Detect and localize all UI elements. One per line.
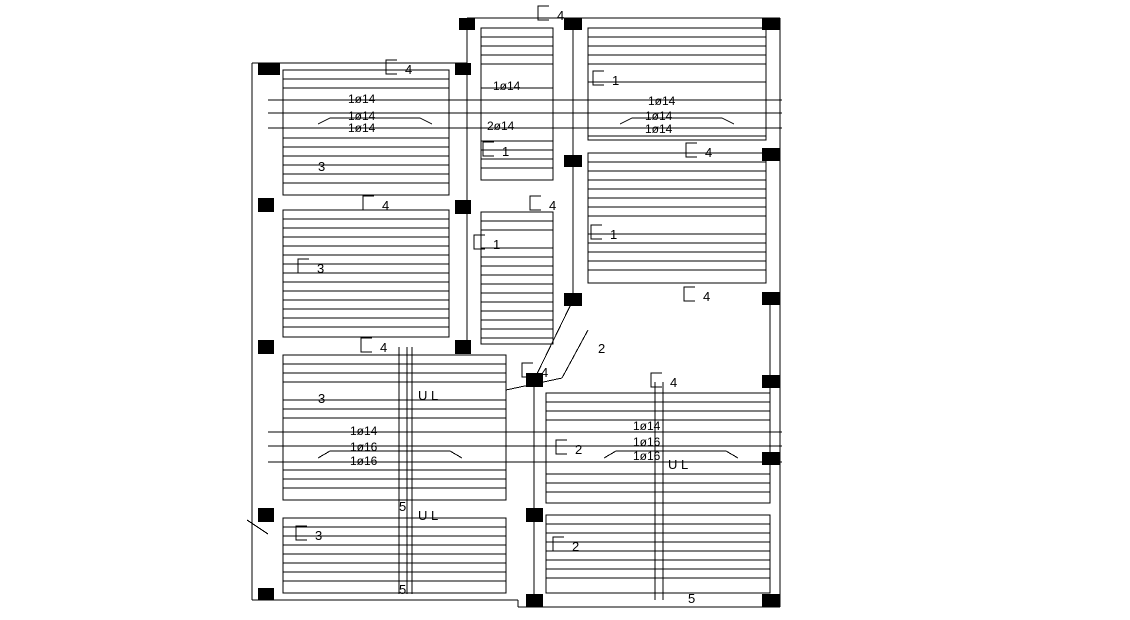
mark-tag: 4 xyxy=(705,145,713,160)
bar-callout: 1ø14 xyxy=(493,79,521,93)
slab-panel-5 xyxy=(481,28,553,180)
column-node xyxy=(762,375,780,388)
slab-panel-2-hatch xyxy=(283,219,449,327)
column-node xyxy=(762,148,780,161)
column-node xyxy=(564,155,582,167)
bar-callout: 1ø14 xyxy=(350,424,378,438)
column-node xyxy=(455,200,471,214)
mark-tag: 4 xyxy=(670,375,678,390)
stirrup-mark: U L xyxy=(418,508,439,523)
bar-callout: 1ø14 xyxy=(633,419,661,433)
slab-panel-8-hatch xyxy=(588,162,766,270)
column-node xyxy=(762,18,780,30)
column-node xyxy=(459,18,475,30)
mark-tag: 3 xyxy=(317,261,325,276)
column-node xyxy=(455,63,471,75)
mark-tag: 3 xyxy=(318,391,326,406)
slab-panel-10-hatch xyxy=(546,524,770,578)
bar-callout: 2ø14 xyxy=(487,119,515,133)
column-node xyxy=(762,292,780,305)
mark-tag: 3 xyxy=(315,528,323,543)
mark-tag: 2 xyxy=(598,341,606,356)
mark-tag: 4 xyxy=(541,365,549,380)
mark-tag: 3 xyxy=(318,159,326,174)
column-node xyxy=(762,594,780,607)
column-node xyxy=(564,18,582,30)
column-node xyxy=(258,588,274,600)
bar-callout: 1ø14 xyxy=(348,121,376,135)
column-nodes xyxy=(258,18,780,607)
mark-tag: 4 xyxy=(703,289,711,304)
mark-tag: 4 xyxy=(557,8,565,23)
mark-tag: 5 xyxy=(688,591,696,606)
mark-tag: 4 xyxy=(382,198,390,213)
column-node xyxy=(258,508,274,522)
column-node xyxy=(258,340,274,354)
mark-tag: 5 xyxy=(399,499,407,514)
slab-panel-3-hatch xyxy=(283,364,506,488)
diagonal-brace-c xyxy=(562,330,588,378)
column-node xyxy=(455,340,471,354)
rebar-hook-top-right xyxy=(620,118,734,124)
mark-tag: 1 xyxy=(493,237,501,252)
diagonal-tick-lower-left xyxy=(247,520,268,534)
mark-tag: 1 xyxy=(610,227,618,242)
column-node xyxy=(258,198,274,212)
bar-callout: 1ø16 xyxy=(633,449,661,463)
mark-tag: 4 xyxy=(549,198,557,213)
bar-callout: 1ø14 xyxy=(348,92,376,106)
stirrup-mark: U L xyxy=(668,457,689,472)
column-node xyxy=(258,63,280,75)
mark-tag: 2 xyxy=(575,442,583,457)
slab-panel-6-hatch xyxy=(481,221,553,338)
slab-panel-6 xyxy=(481,212,553,344)
slab-panel-8 xyxy=(588,153,766,283)
stirrup-mark: U L xyxy=(418,388,439,403)
column-node xyxy=(526,508,543,522)
bar-callout: 1ø14 xyxy=(645,109,673,123)
mark-tag: 1 xyxy=(502,144,510,159)
mark-tag: 2 xyxy=(572,539,580,554)
slab-panel-3 xyxy=(283,355,506,500)
mark-tag: 1 xyxy=(612,73,620,88)
column-node xyxy=(762,452,780,465)
bar-callout: 1ø16 xyxy=(350,454,378,468)
mark-tag: 4 xyxy=(405,62,413,77)
bar-callout: 1ø14 xyxy=(648,94,676,108)
bar-callout: 1ø16 xyxy=(350,440,378,454)
mark-tag: 5 xyxy=(399,582,407,597)
bar-callout: 1ø16 xyxy=(633,435,661,449)
slab-panel-5-hatch xyxy=(481,37,553,168)
bar-callout: 1ø14 xyxy=(645,122,673,136)
column-node xyxy=(526,594,543,607)
bar-callout: 1ø14 xyxy=(348,109,376,123)
rebar-hook-mid-left xyxy=(318,451,462,458)
column-node xyxy=(564,293,582,306)
slab-panel-10 xyxy=(546,515,770,593)
mark-tag: 4 xyxy=(380,340,388,355)
